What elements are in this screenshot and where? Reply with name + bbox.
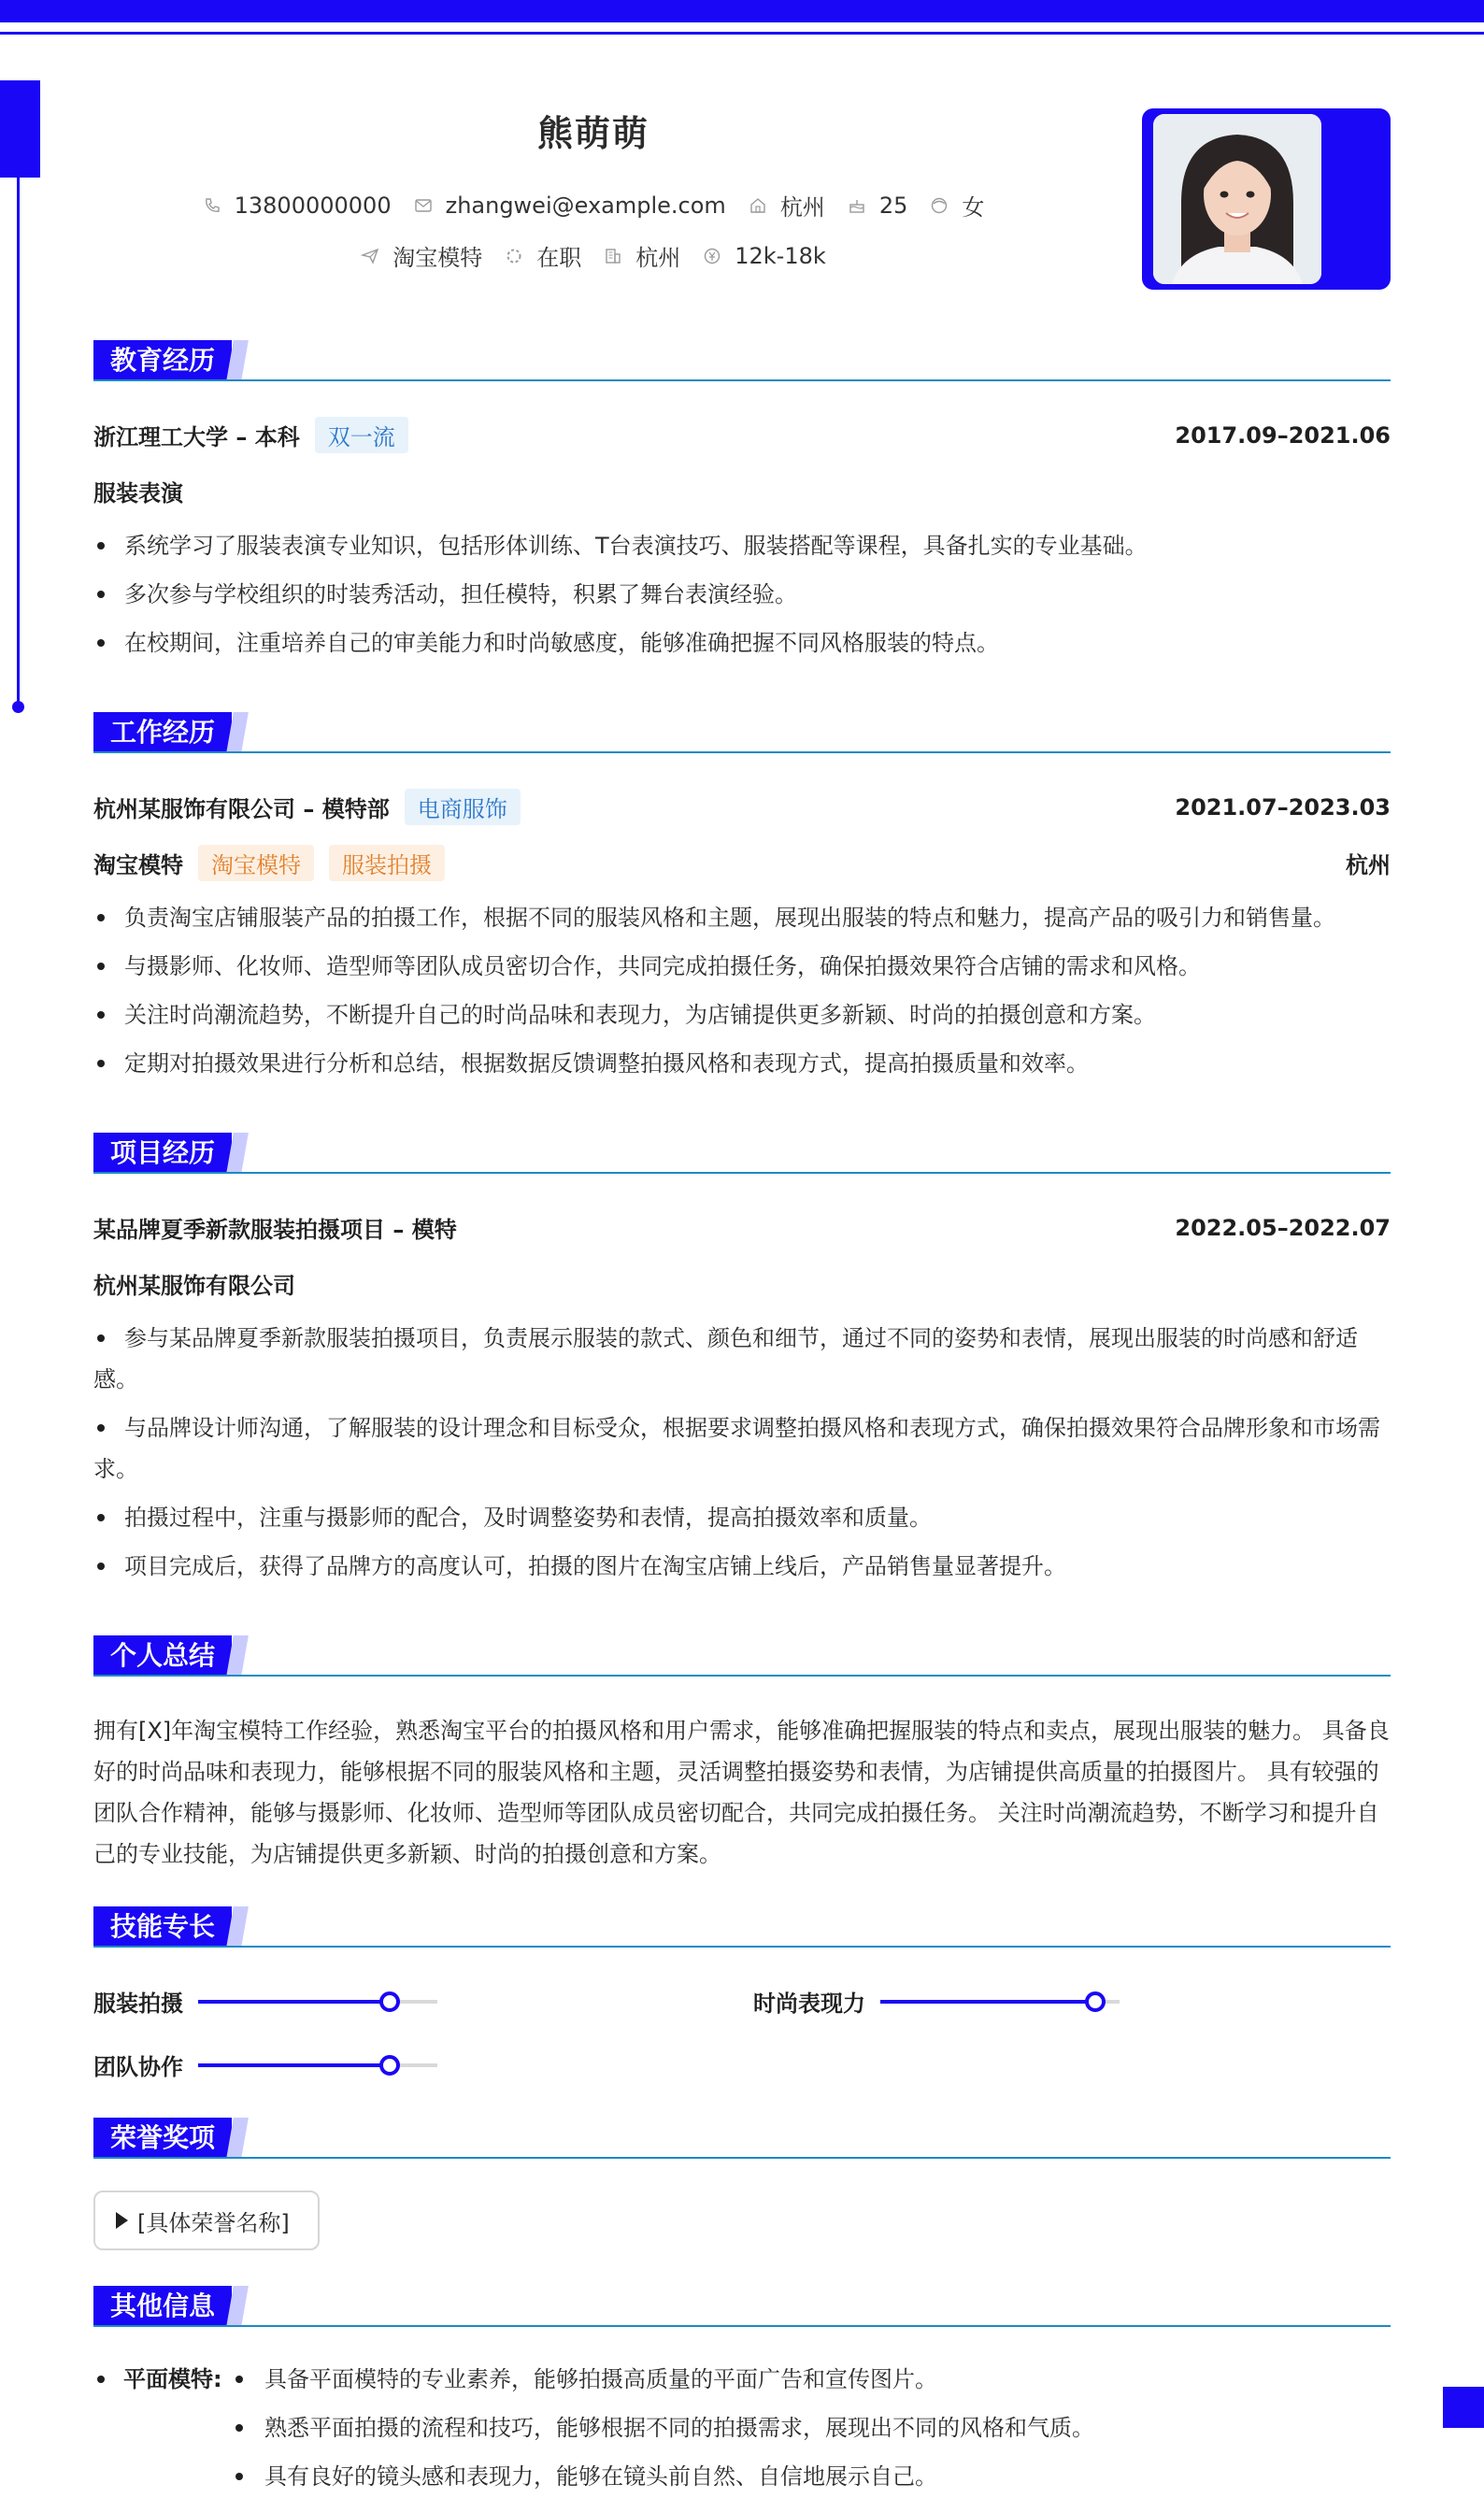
home-icon — [749, 196, 767, 215]
section-rule — [93, 1946, 1391, 1948]
work-header-row — [93, 789, 1391, 825]
building-icon — [604, 247, 622, 265]
status-text: 在职 — [536, 245, 582, 271]
skill-level-fill — [198, 2000, 390, 2004]
target-city-info — [604, 239, 680, 272]
project-list — [93, 1318, 1391, 1594]
list-item: 具有良好的镜头感和表现力，能够在镜头前自然、自信地展示自己。 — [264, 2463, 937, 2490]
skill-level-knob — [379, 2055, 400, 2076]
honor-item-label: [具体荣誉名称] — [137, 2209, 290, 2236]
age-info — [848, 193, 908, 219]
project-name: 某品牌夏季新款服装拍摄项目 – 模特 — [93, 1217, 457, 1243]
section-rule — [93, 379, 1391, 381]
section-label: 荣誉奖项 — [93, 2118, 232, 2159]
section-other-title — [93, 2286, 1391, 2327]
skill-item — [753, 1985, 1120, 2018]
cake-icon — [848, 196, 866, 215]
list-item: 多次参与学校组织的时装秀活动，担任模特，积累了舞台表演经验。 — [93, 574, 1391, 615]
mail-icon — [414, 196, 433, 215]
list-item: 与摄影师、化妆师、造型师等团队成员密切合作，共同完成拍摄任务，确保拍摄效果符合店铺的需求和风格。 — [93, 946, 1391, 987]
city-info — [749, 189, 825, 221]
summary-text — [93, 1710, 1391, 1875]
candidate-name: 熊萌萌 — [536, 113, 649, 154]
role-tag: 淘宝模特 — [198, 845, 314, 881]
section-project-title — [93, 1133, 1391, 1174]
skill-level-slider — [880, 2000, 1120, 2004]
school-name: 浙江理工大学 – 本科 — [93, 424, 300, 450]
list-item: 与品牌设计师沟通，了解服装的设计理念和目标受众，根据要求调整拍摄风格和表现方式，确保拍摄效果符合品牌形象和市场需求。 — [93, 1407, 1391, 1490]
top-accent-bar — [0, 0, 1484, 22]
skill-level-fill — [198, 2063, 390, 2067]
section-skills-title — [93, 1906, 1391, 1948]
other-info-key: 平面模特: — [123, 2366, 222, 2392]
company-tag: 电商服饰 — [405, 789, 521, 825]
section-label: 个人总结 — [93, 1635, 232, 1677]
section-rule — [93, 2157, 1391, 2159]
skill-name: 团队协作 — [93, 2054, 183, 2080]
avatar — [1153, 114, 1321, 284]
section-label: 其他信息 — [93, 2286, 232, 2327]
section-label: 教育经历 — [93, 340, 232, 381]
section-honors-title — [93, 2118, 1391, 2159]
list-item: 参与某品牌夏季新款服装拍摄项目，负责展示服装的款式、颜色和细节，通过不同的姿势和表情，展现出服装的时尚感和舒适感。 — [93, 1318, 1391, 1400]
bullet-dot — [97, 2376, 105, 2383]
work-list — [93, 897, 1391, 1092]
school-tag: 双一流 — [315, 417, 408, 453]
job-target-info — [361, 239, 482, 272]
education-list — [93, 525, 1391, 671]
skill-item — [93, 2048, 437, 2081]
left-accent-dot — [12, 701, 24, 713]
expand-triangle-icon — [116, 2212, 128, 2229]
section-summary-title — [93, 1635, 1391, 1677]
gender-text: 女 — [962, 194, 985, 221]
job-target-text: 淘宝模特 — [392, 245, 483, 271]
education-major: 服装表演 — [93, 480, 183, 507]
project-period: 2022.05–2022.07 — [1175, 1214, 1391, 1241]
section-work-title — [93, 712, 1391, 753]
skill-name: 服装拍摄 — [93, 1991, 183, 2017]
list-item: 定期对拍摄效果进行分析和总结，根据数据反馈调整拍摄风格和表现方式，提高拍摄质量和效率。 — [93, 1043, 1391, 1084]
salary-text: 12k-18k — [735, 242, 826, 269]
work-period: 2021.07–2023.03 — [1175, 793, 1391, 821]
section-label: 技能专长 — [93, 1906, 232, 1948]
list-item: 拍摄过程中，注重与摄影师的配合，及时调整姿势和表情，提高拍摄效率和质量。 — [93, 1497, 1391, 1538]
bullet-dot — [235, 2424, 243, 2432]
status-info — [505, 239, 581, 272]
city-text: 杭州 — [779, 194, 825, 221]
list-item: 在校期间，注重培养自己的审美能力和时尚敏感度，能够准确把握不同风格服装的特点。 — [93, 622, 1391, 664]
email-info — [414, 193, 726, 219]
section-rule — [93, 1675, 1391, 1677]
contact-row — [0, 189, 1187, 221]
loading-icon — [505, 247, 523, 265]
section-label: 工作经历 — [93, 712, 232, 753]
project-company: 杭州某服饰有限公司 — [93, 1273, 295, 1299]
project-header-row — [93, 1211, 1391, 1244]
top-accent-line — [0, 32, 1484, 35]
company-name: 杭州某服饰有限公司 – 模特部 — [93, 796, 390, 822]
skill-name: 时尚表现力 — [753, 1991, 865, 2017]
work-role-row — [93, 845, 1391, 881]
skill-level-slider — [198, 2063, 437, 2067]
summary-line: 己的专业技能，为店铺提供更多新颖、时尚的拍摄创意和方案。 — [93, 1841, 721, 1867]
skill-level-knob — [1085, 1991, 1106, 2012]
email-text: zhangwei@example.com — [445, 192, 726, 219]
gender-info — [930, 189, 984, 221]
age-text: 25 — [878, 192, 908, 219]
role-tag: 服装拍摄 — [329, 845, 445, 881]
coin-icon — [703, 247, 721, 265]
intent-row — [0, 239, 1187, 272]
send-icon — [361, 247, 379, 265]
section-rule — [93, 751, 1391, 753]
skill-item — [93, 1985, 437, 2018]
education-header-row — [93, 417, 1391, 453]
list-item: 负责淘宝店铺服装产品的拍摄工作，根据不同的服装风格和主题，展现出服装的特点和魅力，提高产品的吸引力和销售量。 — [93, 897, 1391, 938]
summary-line: 拥有[X]年淘宝模特工作经验，熟悉淘宝平台的拍摄风格和用户需求，能够准确把握服装的特点和卖点，展现出服装的魅力。 具备良 — [93, 1718, 1390, 1744]
section-label: 项目经历 — [93, 1133, 232, 1174]
section-rule — [93, 1172, 1391, 1174]
bullet-dot — [235, 2473, 243, 2480]
phone-text: 13800000000 — [234, 192, 392, 219]
summary-line: 好的时尚品味和表现力，能够根据不同的服装风格和主题，灵活调整拍摄姿势和表情，为店铺提供高质量的拍摄图片。 具有较强的 — [93, 1759, 1379, 1785]
honor-item-toggle[interactable] — [93, 2191, 320, 2250]
education-period: 2017.09–2021.06 — [1175, 421, 1391, 449]
phone-info — [203, 193, 392, 219]
skill-level-slider — [198, 2000, 437, 2004]
skill-level-knob — [379, 1991, 400, 2012]
salary-info — [703, 243, 826, 269]
phone-icon — [203, 196, 221, 215]
bullet-dot — [235, 2376, 243, 2383]
face-icon — [930, 196, 949, 215]
section-rule — [93, 2325, 1391, 2327]
target-city-text: 杭州 — [635, 245, 681, 271]
right-accent-block — [1443, 2387, 1484, 2428]
list-item: 系统学习了服装表演专业知识，包括形体训练、T台表演技巧、服装搭配等课程，具备扎实的专业基础。 — [93, 525, 1391, 566]
list-item: 熟悉平面拍摄的流程和技巧，能够根据不同的拍摄需求，展现出不同的风格和气质。 — [264, 2415, 1094, 2441]
list-item: 关注时尚潮流趋势，不断提升自己的时尚品味和表现力，为店铺提供更多新颖、时尚的拍摄创意和方案。 — [93, 994, 1391, 1035]
work-location: 杭州 — [1346, 852, 1391, 878]
skill-level-fill — [880, 2000, 1095, 2004]
list-item: 项目完成后，获得了品牌方的高度认可，拍摄的图片在淘宝店铺上线后，产品销售量显著提升。 — [93, 1546, 1391, 1587]
section-education-title — [93, 340, 1391, 381]
list-item: 具备平面模特的专业素养，能够拍摄高质量的平面广告和宣传图片。 — [264, 2366, 937, 2392]
work-role: 淘宝模特 — [93, 852, 183, 878]
summary-line: 团队合作精神，能够与摄影师、化妆师、造型师等团队成员密切配合，共同完成拍摄任务。 关注时尚潮流趋势，不断学习和提升自 — [93, 1800, 1379, 1826]
